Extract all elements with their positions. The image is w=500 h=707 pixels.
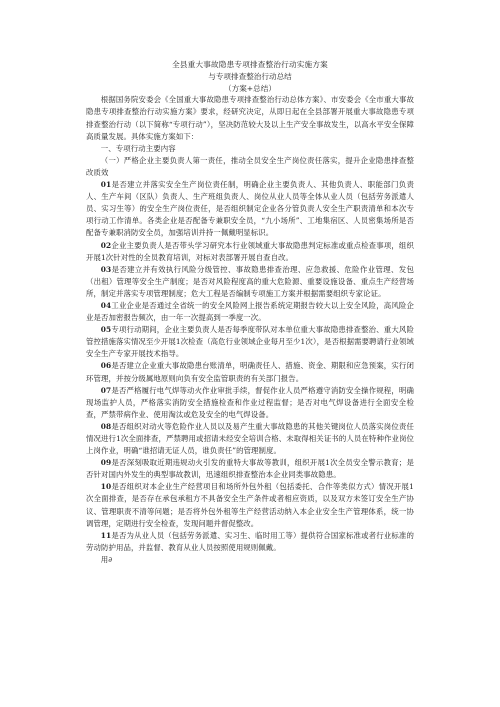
doc-title-line2: 与专项排查整治行动总结 <box>208 71 292 81</box>
intro-paragraph: 根据国务院安委会《全国重大事故隐患专项排查整治行动总体方案》、市安委会《全市重大事故隐患专项排查整治行动实施方案》要求，经研究决定，从即日起在全县部署开展重大事故隐患专项排查整治行动（以下简称“专项行动”），坚决防范较大及以上生产安全事故发生，以高水平安全保障高质量发展。具体实施方案如下： <box>86 95 414 141</box>
item-04 <box>86 300 414 324</box>
item-10 <box>86 481 414 529</box>
item-text: 是否建立并有效执行风险分级管控、事故隐患排查治理、应急救援、危险作业管理、发包（出租）管理等安全生产制度；是否对风险程度高的重大危险源、重要设施设备、重点生产经营场所，制定并落实专项管理制度；危大工程是否编制专项施工方案并根据需要组织专家论证。 <box>86 264 414 298</box>
item-06 <box>86 360 414 384</box>
item-text: 专项行动期间，企业主要负责人是否每季度带队对本单位重大事故隐患排查整治、重大风险管控措施落实情况至少开展1次检查（高危行业领域企业每月至少1次），是否根据需要聘请行业领域安全生产专家开展技术指导。 <box>86 325 415 359</box>
item-text: 是否为从业人员（包括劳务派遣、实习生、临时用工等）提供符合国家标准或者行业标准的劳动防护用品，并监督、教育从业人员按照使用规则佩戴。 <box>86 530 414 552</box>
trailing-text: 用∂ <box>100 554 113 564</box>
section-heading-1: 一、专项行动主要内容 <box>100 143 176 153</box>
item-text: 工业企业是否通过全省统一的安全风险网上报告系统定期报告较大以上安全风险，高风险企业是否加密报告频次，由一年一次提高到一季度一次。 <box>86 300 414 323</box>
item-text: 是否严格履行电气焊等动火作业审批手续，督促作业人员严格遵守消防安全操作规程，明确现场监护人员，严格落实消防安全措施检查和作业过程监督；是否对电气焊设备进行全面安全检查，严禁带病作业、使用淘汰或危及安全的电气焊设备。 <box>86 385 414 419</box>
item-text: 是否组织对动火等危险作业人员以及易产生重大事故隐患的其他关键岗位人员落实岗位责任情况进行1次全面排查，严禁聘用或招请未经安全培训合格、未取得相关证书的人员在特种作业岗位上岗作业，明确“谁招请无证人员，谁负责任”的管理制度。 <box>86 421 414 456</box>
item-number: 07 <box>100 385 112 395</box>
item-02 <box>86 240 414 264</box>
item-number: 02 <box>100 240 112 250</box>
item-number: 09 <box>100 458 112 468</box>
item-09 <box>86 457 414 481</box>
item-text: 是否深刻吸取近期违规动火引发的重特大事故等教训，组织开展1次全员安全警示教育；是否针对国内外发生的典型事故教训，迅速组织排查整治本企业同类事故隐患。 <box>86 458 414 480</box>
item-05 <box>86 324 414 360</box>
item-11 <box>86 530 414 554</box>
doc-title-line1: 全县重大事故隐患专项排查整治行动实施方案 <box>172 60 328 69</box>
item-number: 01 <box>100 180 112 190</box>
item-text: 是否建立企业重大事故隐患台账清单，明确责任人、措施、资金、期限和应急预案，实行闭环管理，并按分级属地原则向负有安全监管职责的有关部门报告。 <box>86 361 414 383</box>
item-text: 是否组织对本企业生产经营项目和场所外包外租（包括委托、合作等类似方式）情况开展1次全面排查，是否存在承包承租方不具备安全生产条件或者相应资质，以及双方未签订安全生产协议、管理职责不清等问题；是否将外包外租等生产经营活动纳入本企业安全生产管理体系，统一协调管理，定期进行安全检查，发现问题并督促整改。 <box>86 482 414 528</box>
item-text: 企业主要负责人是否带头学习研究本行业领域重大事故隐患判定标准或重点检查事项，组织开展1次针对性的全员教育培训，对标对表部署开展自查自改。 <box>86 240 414 262</box>
item-number: 10 <box>100 482 112 492</box>
item-number: 06 <box>100 361 112 371</box>
item-number: 05 <box>100 325 112 335</box>
doc-title-line3: （方案+总结） <box>224 83 276 93</box>
subsection-heading-1: （一）严格企业主要负责人第一责任，推动全员安全生产岗位责任落实，提升企业隐患排查整改质效 <box>86 155 414 177</box>
item-text: 是否建立并落实安全生产岗位责任制，明确企业主要负责人、其他负责人、职能部门负责人、生产车间（区队）负责人、生产班组负责人、岗位从业人员等全体从业人员（包括劳务派遣人员、实习生等）的安全生产岗位责任，是否组织制定企业各分管负责人安全生产职责清单和本次专项行动工作清单。各类企业是否配备专兼职安全员，“九小场所”、工地集宿区、人员密集场所是否配备专兼职消防安全员，加强培训并持一佩戴明显标识。 <box>86 180 414 238</box>
item-number: 03 <box>100 264 112 274</box>
item-01 <box>86 179 414 239</box>
item-number: 11 <box>100 530 112 540</box>
item-03 <box>86 264 414 300</box>
item-07 <box>86 385 414 421</box>
item-number: 04 <box>100 300 112 310</box>
item-number: 08 <box>100 421 112 431</box>
item-08 <box>86 421 414 457</box>
